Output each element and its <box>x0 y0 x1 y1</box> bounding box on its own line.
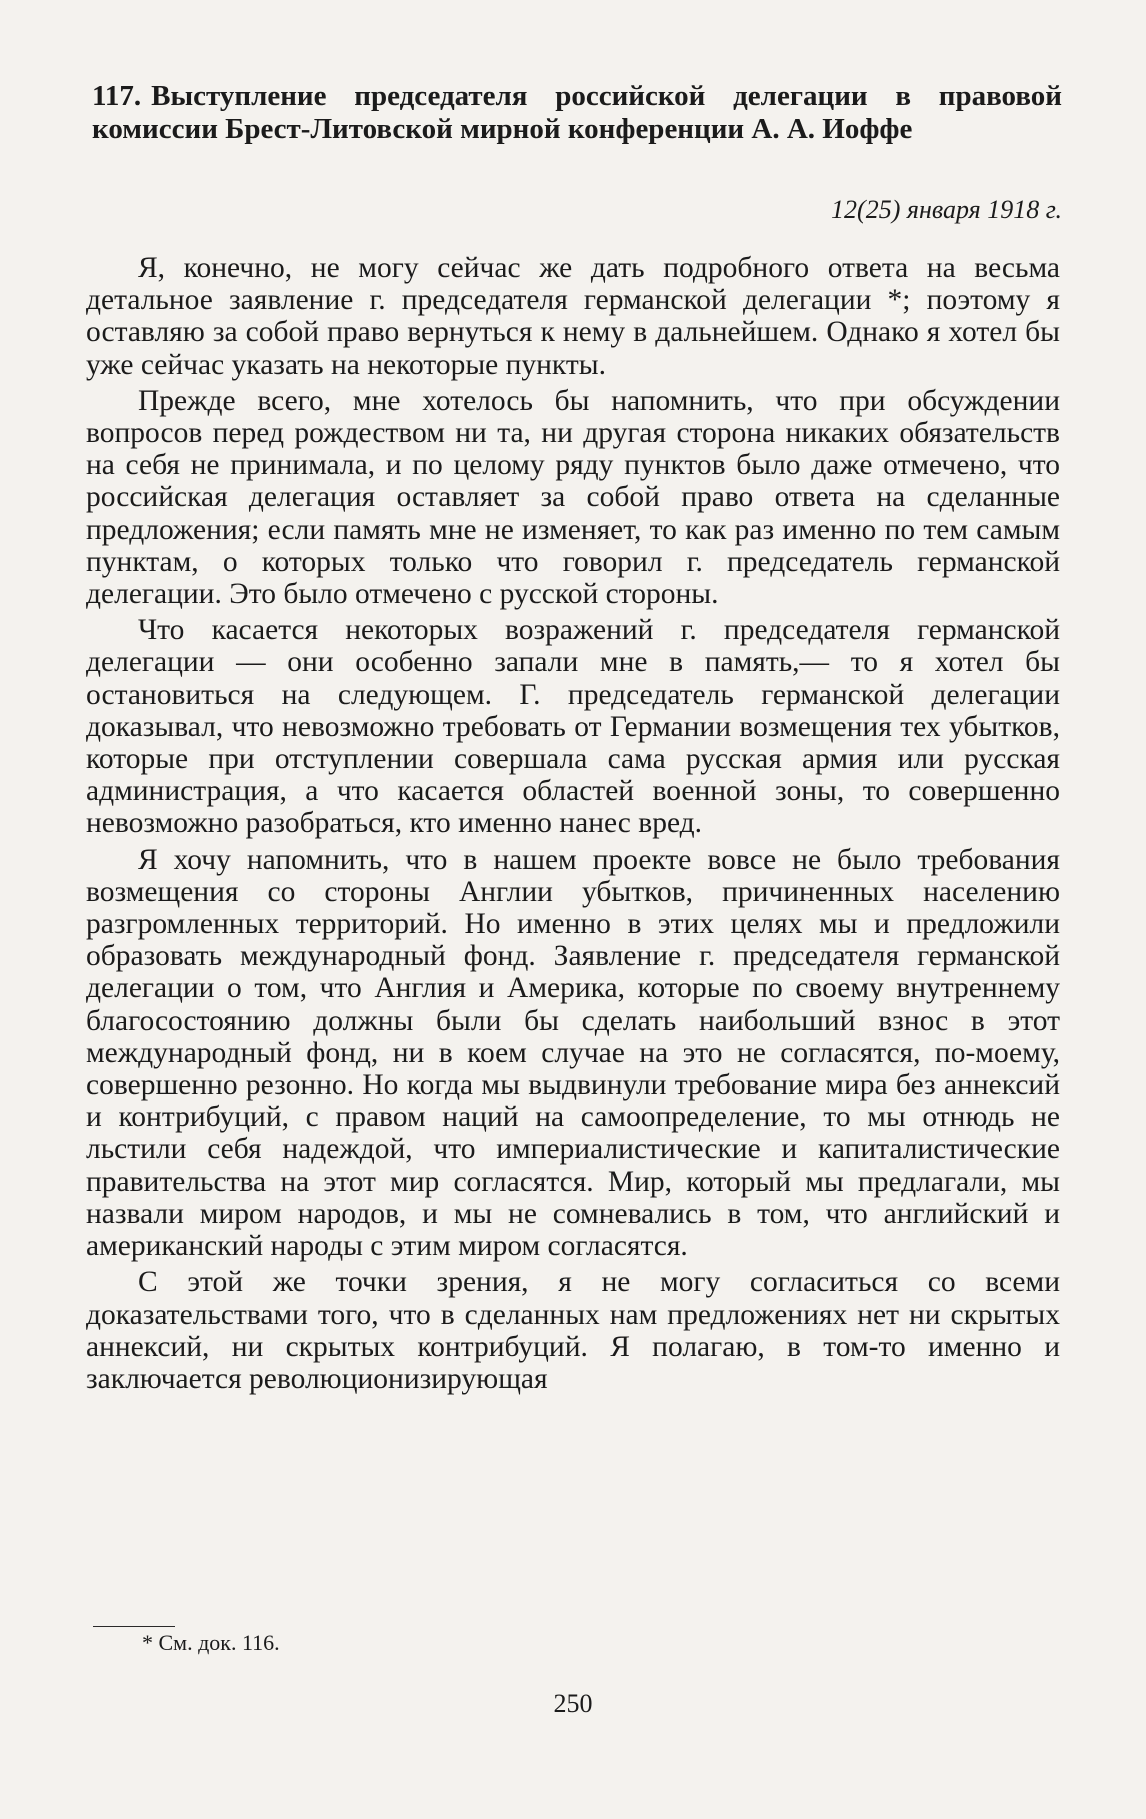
document-title-block <box>92 80 1062 146</box>
document-title: Выступление председателя российской делегации в правовой комиссии Брест-Литовской мирной конференции А. А. Иоффе <box>92 80 1062 145</box>
paragraph-2: Прежде всего, мне хотелось бы напомнить, что при обсуждении вопросов перед рождеством ни та, ни другая сторона никаких обязательств на себя не принимала, и по целому ряду пунктов было даже отмечено, что российская делегация оставляет за собой право ответа на сделанные предложения; если память мне не изменяет, то как раз именно по тем самым пунктам, о которых только что говорил г. председатель германской делегации. Это было отмечено с русской стороны. <box>86 384 1060 611</box>
paragraph-5: С этой же точки зрения, я не могу согласиться со всеми доказательствами того, что в сделанных нам предложениях нет ни скрытых аннексий, ни скрытых контрибуций. Я полагаю, в том-то именно и заключается революционизирующая <box>86 1266 1060 1395</box>
document-number: 117. <box>92 80 142 112</box>
document-date: 12(25) января 1918 г. <box>831 195 1062 224</box>
body-text <box>86 252 1060 1399</box>
paragraph-4: Я хочу напомнить, что в нашем проекте вовсе не было требования возмещения со стороны Англии убытков, причиненных населению разгромленных территорий. Но именно в этих целях мы и предложили образовать международный фонд. Заявление г. председателя германской делегации о том, что Англия и Америка, которые по своему внутреннему благосостоянию должны были бы сделать наибольший взнос в этот международный фонд, ни в коем случае на это не согласятся, по-моему, совершенно резонно. Но когда мы выдвинули требование мира без аннексий и контрибуций, с правом наций на самоопределение, то мы отнюдь не льстили себя надеждой, что империалистические и капиталистические правительства на этот мир согласятся. Мир, который мы предлагали, мы назвали миром народов, и мы не сомневались в том, что английский и американский народы с этим миром согласятся. <box>86 843 1060 1263</box>
footnote: * См. док. 116. <box>142 1630 280 1655</box>
footnote-divider <box>93 1626 175 1627</box>
paragraph-3: Что касается некоторых возражений г. председателя германской делегации — они особенно запали мне в память,— то я хотел бы остановиться на следующем. Г. председатель германской делегации доказывал, что невозможно требовать от Германии возмещения тех убытков, которые при отступлении совершала сама русская армия или русская администрация, а что касается областей военной зоны, то совершенно невозможно разобраться, кто именно нанес вред. <box>86 614 1060 840</box>
paragraph-1: Я, конечно, не могу сейчас же дать подробного ответа на весьма детальное заявление г. председателя германской делегации *; поэтому я оставляю за собой право вернуться к нему в дальнейшем. Однако я хотел бы уже сейчас указать на некоторые пункты. <box>86 252 1060 381</box>
page-number: 250 <box>553 1689 593 1718</box>
